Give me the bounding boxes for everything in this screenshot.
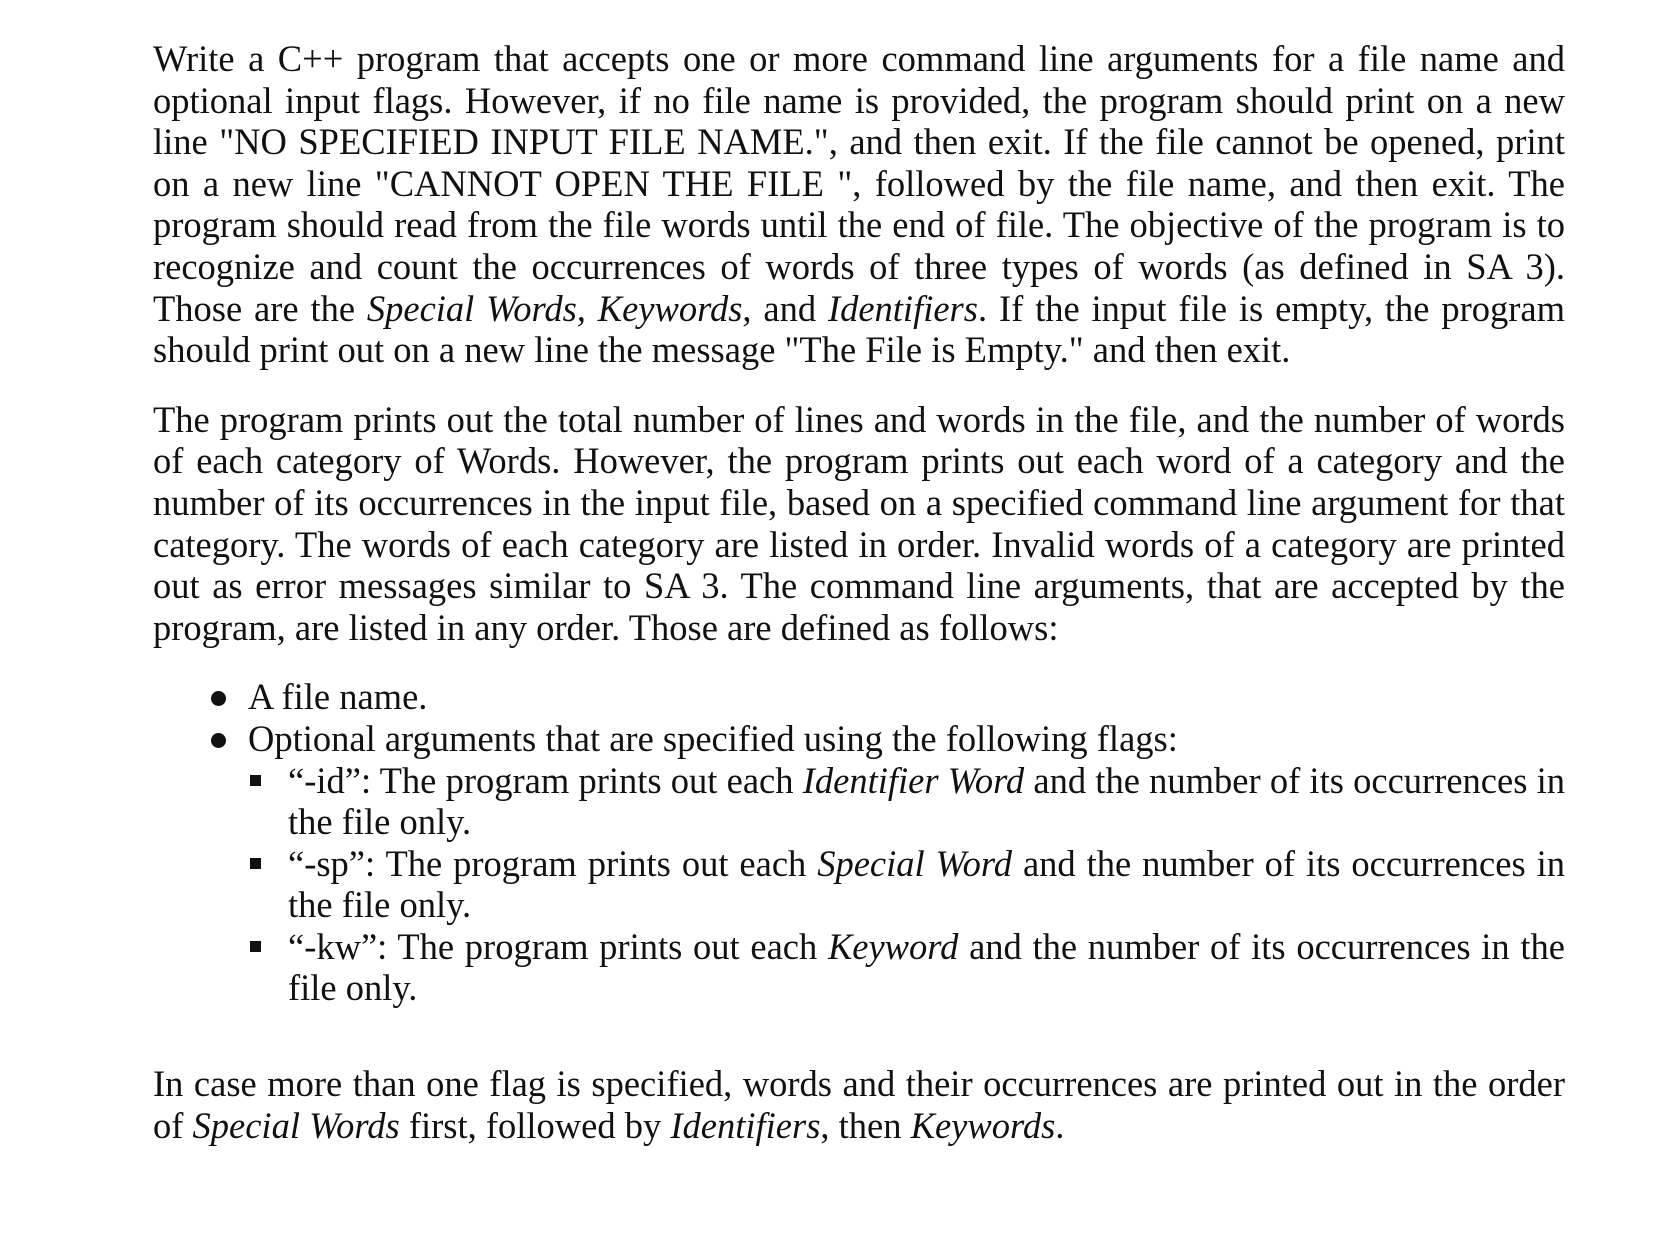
- flag-id-text-pre: “-id”: The program prints out each: [288, 759, 803, 801]
- paragraph3-text-b: first, followed by: [399, 1104, 671, 1146]
- paragraph2-text: The program prints out the total number of lines and words in the file, and the number of words of each category of Words. However, the program prints out each word of a category and the number of its occurrences in the input file, based on a specified command line argument for that category. The words of each category are listed in order. Invalid words of a category are printed out as error messages similar to SA 3. The command line arguments, that are accepted by the program, are listed in any order. Those are defined as follows:: [153, 398, 1565, 648]
- flag-kw-term: Keyword: [827, 925, 959, 967]
- paragraph3-special-words-term: Special Words: [192, 1104, 400, 1146]
- flag-sp-text-pre: “-sp”: The program prints out each: [288, 842, 818, 884]
- document-page: [153, 38, 1565, 1146]
- flag-item-kw: [288, 926, 1565, 1009]
- bullet-text-optional-arguments: Optional arguments that are specified using the following flags:: [248, 717, 1178, 759]
- paragraph-program-description: [153, 38, 1565, 371]
- list-item-file-name: [153, 676, 1565, 718]
- paragraph3-identifiers-term: Identifiers: [670, 1104, 821, 1146]
- paragraph-flag-order: [153, 1063, 1565, 1146]
- flag-item-sp: [288, 843, 1565, 926]
- list-item-optional-arguments: [153, 718, 1565, 1009]
- flag-kw-text-post: and the number of its occurrences in the file only.: [288, 925, 1565, 1009]
- flag-item-id: [288, 760, 1565, 843]
- bullet-text-file-name: A file name.: [248, 676, 428, 718]
- flag-id-term: Identifier Word: [802, 759, 1025, 801]
- paragraph1-text-a: Write a C++ program that accepts one or more command line arguments for a file name and optional input flags. However, if no file name is provided, the program should print on a new line "NO SPECIFIED INPUT FILE NAME.", and then exit. If the file cannot be opened, print on a new line "CANNOT OPEN THE FILE ", followed by the file name, and then exit. The program should read from the file words until the end of file. The objective of the program is to recognize and count the occurrences of words of three types of words (as defined in SA 3). Those are the: [153, 38, 1565, 329]
- flag-sp-text-post: and the number of its occurrences in the file only.: [288, 842, 1565, 926]
- paragraph1-text-c: . If the input file is empty, the program should print out on a new line the message "The File is Empty." and then exit.: [153, 287, 1566, 371]
- flag-kw-text-pre: “-kw”: The program prints out each: [288, 925, 828, 967]
- flag-id-text-post: and the number of its occurrences in the file only.: [288, 759, 1565, 843]
- paragraph3-text-d: .: [1055, 1104, 1065, 1146]
- paragraph-output-description: [153, 399, 1565, 649]
- paragraph1-identifiers-term: Identifiers: [827, 287, 978, 329]
- paragraph3-text-a: In case more than one flag is specified, words and their occurrences are printed out in the order of: [153, 1063, 1565, 1146]
- paragraph3-text-c: , then: [820, 1104, 911, 1146]
- flag-sp-term: Special Word: [817, 842, 1013, 884]
- paragraph1-special-keywords-term: Special Words, Keywords: [366, 287, 743, 329]
- flags-list: [248, 760, 1565, 1010]
- paragraph3-keywords-term: Keywords: [910, 1104, 1056, 1146]
- paragraph1-text-b: , and: [742, 287, 828, 329]
- arguments-list: [153, 676, 1565, 1009]
